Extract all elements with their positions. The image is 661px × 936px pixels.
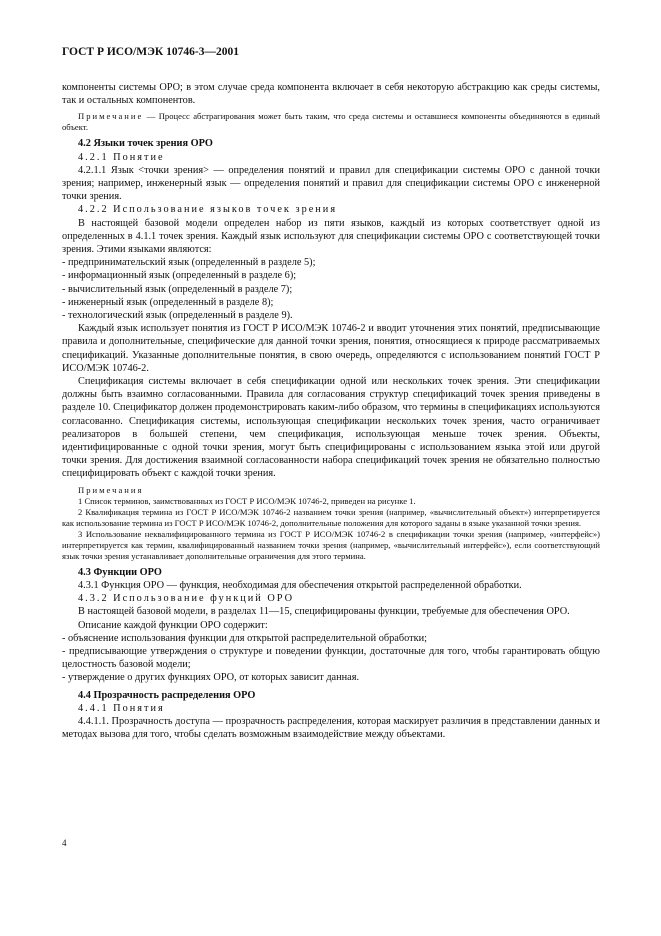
paragraph bbox=[62, 256, 600, 269]
paragraph-text: 4.2 Языки точек зрения ОРО bbox=[78, 138, 213, 150]
document-body bbox=[62, 81, 600, 741]
paragraph-text: 3 Использование неквалифицированного термина из ГОСТ Р ИСО/МЭК 10746-2 в спецификации точки зрения (например, «интерфейс») интерпретируется как термин, квалифицированный названием точки зрения (например, «вычислительный интерфейс»), если соответствующий язык точки зрения устанавливает дополнительные ограничения для этого термина. bbox=[62, 528, 600, 561]
paragraph-text: В настоящей базовой модели определен набор из пяти языков, каждый из которых соответствует одной из определенных в 4.1.1 точек зрения. Каждый язык используют для спецификации системы ОРО с соответствующей точки зрения. Этими языками являются: bbox=[62, 217, 600, 256]
paragraph-text: 4.2.1.1 Язык <точки зрения> — определения понятий и правил для спецификации системы ОРО с данной точки зрения; например, инженерный язык — определения понятий и правил для спецификации системы ОРО с инженерной точки зрения. bbox=[62, 164, 600, 203]
paragraph bbox=[62, 309, 600, 322]
paragraph-text: - предписывающие утверждения о структуре и поведении функции, достаточные для того, чтобы гарантировать общую целостность базовой модели; bbox=[62, 645, 600, 671]
paragraph bbox=[62, 296, 600, 309]
paragraph bbox=[62, 217, 600, 257]
paragraph-text: - объяснение использования функции для открытой распределительной обработки; bbox=[62, 632, 428, 644]
paragraph-text: 4.3 Функции ОРО bbox=[78, 566, 162, 578]
paragraph bbox=[62, 164, 600, 204]
paragraph-text: - вычислительный язык (определенный в разделе 7); bbox=[62, 283, 293, 295]
paragraph-text: 4.4.1.1. Прозрачность доступа — прозрачность распределения, которая маскирует различия в представлении данных и методах вызова для того, чтобы сделать возможным взаимодействие между объектами. bbox=[62, 715, 600, 741]
paragraph-text: В настоящей базовой модели, в разделах 11—15, специфицированы функции, требуемые для обеспечения ОРО. bbox=[78, 606, 570, 618]
paragraph bbox=[62, 619, 600, 632]
paragraph-text: Описание каждой функции ОРО содержит: bbox=[78, 619, 268, 631]
paragraph bbox=[62, 507, 600, 529]
paragraph bbox=[62, 485, 600, 496]
paragraph bbox=[62, 529, 600, 562]
paragraph bbox=[62, 579, 600, 592]
paragraph-text: - утверждение о других функциях ОРО, от которых зависит данная. bbox=[62, 672, 360, 684]
spaced-label: Примечание bbox=[78, 111, 144, 122]
paragraph-text: - инженерный язык (определенный в разделе 8); bbox=[62, 296, 274, 308]
section-heading bbox=[62, 689, 600, 702]
paragraph bbox=[62, 605, 600, 618]
paragraph bbox=[62, 81, 600, 107]
paragraph bbox=[62, 645, 600, 671]
paragraph-text: - предпринимательский язык (определенный в разделе 5); bbox=[62, 257, 316, 269]
paragraph bbox=[62, 671, 600, 684]
paragraph bbox=[62, 592, 600, 605]
spaced-label: 4.2.1 Понятие bbox=[78, 151, 165, 163]
paragraph bbox=[62, 632, 600, 645]
paragraph-text: 4.3.1 Функция ОРО — функция, необходимая для обеспечения открытой распределенной обработки. bbox=[78, 579, 522, 591]
paragraph bbox=[62, 322, 600, 375]
spaced-label: 4.2.2 Использование языков точек зрения bbox=[78, 204, 338, 216]
paragraph bbox=[62, 715, 600, 741]
paragraph bbox=[62, 375, 600, 481]
paragraph-text: Каждый язык использует понятия из ГОСТ Р ИСО/МЭК 10746-2 и вводит уточнения этих понятий, предписывающие правила и дополнительные, специфические для данной точки зрения, понятия, относящиеся к природе рассматриваемых спецификаций. Указанные дополнительные понятия, в свою очередь, определяются с использованием понятий ГОСТ Р ИСО/МЭК 10746-2. bbox=[62, 323, 600, 374]
paragraph-text: - технологический язык (определенный в разделе 9). bbox=[62, 310, 293, 322]
paragraph-text: 4.4 Прозрачность распределения ОРО bbox=[78, 689, 256, 701]
page-number: 4 bbox=[62, 838, 67, 848]
running-header: ГОСТ Р ИСО/МЭК 10746-3—2001 bbox=[62, 46, 239, 58]
document-page bbox=[62, 46, 600, 741]
paragraph bbox=[62, 269, 600, 282]
paragraph-text: компоненты системы ОРО; в этом случае среда компонента включает в себя некоторую абстракцию как среды системы, так и остальных компонентов. bbox=[62, 82, 600, 107]
paragraph-text: 1 Список терминов, заимствованных из ГОСТ Р ИСО/МЭК 10746-2, приведен на рисунке 1. bbox=[78, 495, 416, 506]
paragraph bbox=[62, 496, 600, 507]
paragraph-text: Спецификация системы включает в себя спецификации одной или нескольких точек зрения. Эти спецификации должны быть взаимно согласованными. Правила для согласования структур спецификаций точек зрения приведены в разделе 10. Спецификатор должен продемонстрировать каким-либо образом, что термины в спецификациях используются согласованно. Спецификация системы, использующая спецификации нескольких точек зрения, часто ограничивает реализаторов в большей степени, чем спецификация, использующая меньше точек зрения. Объекты, идентифицированные с одной точки зрения, могут быть специфицированы с использованием языка этой или другой точки зрения. Для достижения взаимной согласованности набора спецификаций точек зрения не обязательно полностью специфицировать объект с каждой точки зрения. bbox=[62, 376, 600, 480]
paragraph bbox=[62, 203, 600, 216]
spaced-label: 4.4.1 Понятия bbox=[78, 702, 165, 714]
section-heading bbox=[62, 137, 600, 150]
paragraph bbox=[62, 151, 600, 164]
paragraph-text: 2 Квалификация термина из ГОСТ Р ИСО/МЭК 10746-2 названием точки зрения (например, «вычислительный объект») интерпретируется как использование термина из ГОСТ Р ИСО/МЭК 10746-2, дополнительные положения для которого заданы в языке указанной точки зрения. bbox=[62, 506, 600, 528]
spaced-label: Примечания bbox=[78, 484, 144, 495]
paragraph-text: — Процесс абстрагирования может быть таким, что среда системы и оставшиеся компоненты объединяются в единый объект. bbox=[62, 111, 600, 133]
paragraph bbox=[62, 702, 600, 715]
paragraph-text: - информационный язык (определенный в разделе 6); bbox=[62, 270, 297, 282]
section-heading bbox=[62, 566, 600, 579]
spaced-label: 4.3.2 Использование функций ОРО bbox=[78, 593, 295, 605]
paragraph bbox=[62, 283, 600, 296]
paragraph bbox=[62, 111, 600, 133]
